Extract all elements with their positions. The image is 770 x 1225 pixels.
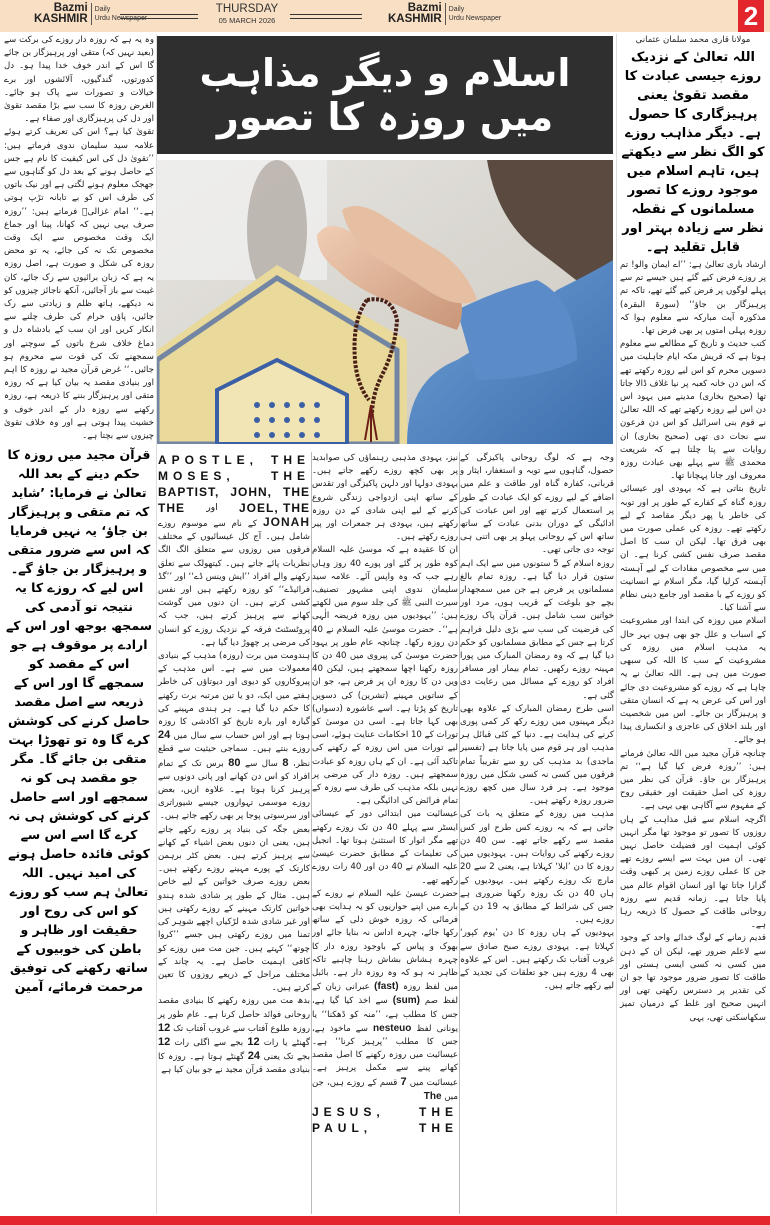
english-caps-line: MOSES, THE: [158, 469, 310, 483]
english-caps-jesus: JESUS, THE: [312, 1104, 458, 1119]
text-run: بجے تک یعنی: [263, 1052, 310, 1063]
paragraph: [158, 516, 310, 650]
number-24-days: 24: [158, 729, 171, 742]
text-run: گھنٹے یا رات: [263, 1037, 310, 1048]
column-middle-3-body: [158, 516, 310, 1078]
brand-tag-line2: Urdu Newspaper: [448, 15, 502, 22]
brand-name: [388, 3, 446, 25]
paragraph: چنانچہ قرآن مجید میں اللہ تعالیٰ فرماتے ہیں: ’’روزہ فرض کیا گیا ہے‘‘ تم پرہیزگار بن جاؤ۔ قرآن کی نظر میں روزہ کی اصل حقیقت اور خقیقی روح کے مفہوم سے آگاہی بھی یہی ہے۔: [620, 748, 766, 812]
text-run: سے اخذ کیا گیا ہے، جس کا مطلب ہے، ’’منہ کو ڈھکنا‘‘ یا یونانی لفظ: [312, 996, 458, 1034]
paragraph: اسی طرح رمضان المبارک کے علاوہ بھی دیگر مہینوں میں روزے رکھ کر کمی پوری کرنے کی ہدایت ہے۔ دنیا کے کئی قبائل ہر مذہب اور ہر قوم میں پایا جاتا ہے (تفسیر ماجدی) بد مذہب کی رو سے تقریباً تمام فرقوں میں کسی نہ کسی شکل میں روزہ موجود ہے۔ ہر فرد سال میں کچھ روزے ضرور روزہ رکھتے ہیں۔: [460, 703, 614, 807]
number-12-night: 12: [247, 1035, 260, 1048]
brand-tag-line2: Urdu Newspaper: [94, 15, 148, 22]
paragraph: اسلام میں روزہ کی ابتدا اور مشروعیت کے اسباب و علل جو بھی ہوں بہر حال یہ مذہب اسلام میں روزہ کی مشروعیت کے سب کا اللہ کی سبھی صورت میں ہی ہے۔ اللہ تعالیٰ نے یہ چاہا ہے کہ روزے کو مشروعیت دی جائے اور اس کی عرض یہ ہے کہ انسان متقی و پرہیزگار بن جائے۔ اس میں شخصیت اور بلند اخلاق کی عاجزی و انکساری پیدا ہو جائے۔: [620, 616, 766, 746]
text-run: سے ماخوذ ہے، جس کا مطلب ’’پرہیز کرنا‘‘ ہے۔ عیسائیت میں روزہ رکھنے کا اصل مقصد کھانے پینے سے مکمل پرہیز ہے۔ عیسائیت میں: [312, 1023, 459, 1088]
paragraph: وہ یہ ہے کہ روزہ دار روزے کی برکت سے (بعید نہیں کہ) متقی اور پرہیزگار بن جائے گا اس کے اندر خوف خدا پیدا ہو۔ دل کدورتوں، گندگیوں، آلائشوں اور برے خیالات و تصورات سے پاک ہو جائے۔ الغرض روزہ کا سب سے بڑا مقصد تقویٰ اور دل کی پرہیزگاری اور صفاء ہے۔: [4, 35, 154, 125]
number-seven: 7: [400, 1075, 407, 1088]
text-run: گھنٹے ہوتا ہے۔ روزہ کا بنیادی مقصد قرآن مجید نے جو بیان کیا ہے: [158, 1052, 310, 1076]
brand-tag-line1: Daily: [448, 6, 465, 13]
paragraph: ان کا عقیدہ ہے کہ موسیٰ علیہ السلام کوہ طور پر گئے اور پورے 40 روز وہاں رہے جب کہ وہ واپس آئے۔ علامہ سید سلیمان ندوی اپنی مشہور تصنیف، سیرت النبی ﷺ کی جلد سوم میں لکھتے ہیں: ’’یہودیوں میں روزہ فریضہ الٰہی ہے‘‘۔ حضرت موسیٰ علیہ السلام نے 40 دن روزہ رکھا۔ چنانچہ عام طور پر یہود حضرت موسیٰ کی پیروی میں 40 دن کا روزہ رکھنا اچھا سمجھتے ہیں، لیکن 40 ویں دن کا روزہ ان پر فرض ہے، جو ان کے ساتویں مہینے (تشرین) کی دسویں تاریخ کو پڑتا ہے۔ اسے عاشورہ (دسواں) بھی کہا جاتا ہے۔ اسی دن موسیٰ کو تورات کے 10 احکامات عنایت ہوئے، اسی لیے تورات میں اس روزہ کے رکھنے کی تاکید آئی ہے۔ ان کے ہاں روزہ کو عبادت سمجھتے ہیں۔ روزہ دار کی مرضی پر نہیں بلکہ مذہب کی طرف سے روزہ کے تمام فرائض کی ادائیگی ہے۔: [312, 545, 459, 807]
text-run: برس تک کے تمام افراد کو اس دن کھانے اور پانی دونوں سے پرہیز کرنا ہوتا ہے۔ علاوہ ازیں، بعض روزے موسمی تہواروں جیسے شیوراتری اور سرسوتی پوجا پر بھی رکھے جاتے ہیں۔: [158, 758, 310, 822]
column-middle-1-body: [460, 452, 614, 993]
page-number-badge: 2: [738, 0, 764, 32]
english-word-fast: (fast): [374, 981, 399, 993]
decorative-rule-right: [290, 14, 362, 19]
brand-tagline: [446, 5, 502, 23]
paragraph: [312, 888, 458, 1104]
issue-day: THURSDAY: [215, 3, 279, 15]
brand-name-line1: Bazmi: [407, 2, 442, 14]
column-divider: [156, 34, 157, 1214]
paragraph: کتب حدیث و تاریخ کے مطالعے سے معلوم ہوتا ہے کہ قریش مکہ ایام جاہلیت میں دسویں محرم کو اس لیے روزہ رکھتے تھے کہ اس دن خانہ کعبہ پر نیا غلاف ڈالا جاتا تھا (صحیح بخاری) مدینے میں یہود اس دن اس لیے روزہ رکھتے تھے کہ اللہ تعالیٰ نے قوم بنی اسرائیل کو اس دن فرعون سے نجات دی تھی (صحیح بخاری) ان روایات سے پتا چلتا ہے کہ شریعت محمدی ﷺ سے پہلے بھی عبادت روزہ معروف اور جانا پہچانا تھا۔: [620, 339, 766, 482]
paragraph: تاریخ بتاتی ہے کہ یہودی اور عیسائی روزہ گناہ کے کفارے کے طور پر اور توبہ کی خاطر یا پھر دیگر مقاصد کے لیے رکھتے تھے۔ روزہ کی عملی صورت میں بھی فرق تھا۔ لیکن ان سب کا اصل مقصد صرف نفس کشی کرنا ہے۔ ان میں سے مخصوص مفادات کے لیے آہستہ آہستہ کرلیا گیا، مگر اسلام نے انسانیت کو روزے کے با مقصد اور جامع دینی نظام سے آشنا کیا۔: [620, 484, 766, 614]
paragraph: ارشاد باری تعالیٰ ہے: ’’اے ایمان والو! تم پر روزے فرض کیے گئے ہیں جیسے تم سے پہلے لوگوں پر فرض کیے گئے تھے، تاکہ تم پرہیزگار بن جاؤ‘‘ (سورۃ البقرہ) مذکورہ آیت مبارکہ سے معلوم ہوا کہ روزہ پہلی امتوں پر بھی فرض تھا۔: [620, 260, 766, 337]
paragraph: عیسائیت میں ابتدائی دور کے عیسائی ایسٹر سے پہلے 40 دن تک روزے رکھتے تھے مگر اتوار کا استثنیٰ ہوتا تھا۔ انجیل کی تعلیمات کے مطابق حضرت عیسیٰ علیہ السلام نے 40 دن اور 40 رات روزے رکھے تھے۔: [312, 809, 458, 886]
english-word-the: The: [423, 1090, 442, 1102]
column-middle-2: [312, 452, 458, 1136]
paragraph: قدیم زمانے کے لوگ خدائے واحد کے وجود سے لاعلم ضرور تھے، لیکن ان کے ذہن میں کسی نہ کسی ایسی ہستی اور طاقت کا تصور ضرور موجود تھا جو ان کی تقدیر پر دسترس رکھتی تھی اور انہیں صحیح اور غلط کے درمیان تمیز سکھاسکتی تھی، یہی: [620, 933, 766, 1023]
brand-logo-right: [388, 3, 501, 25]
english-caps-paul: PAUL, THE: [312, 1120, 458, 1135]
paragraph: مذہب میں روزہ کے متعلق یہ بات کی جاتی ہے کہ یہ روزے کس طرح اور کس مقصد سے رکھے جاتے تھے۔ سن 40 دن روزے رکھنے کی روایات ہیں۔ یہودیوں میں روزہ کا دن ’ایلا‘ کہلاتا ہے، یعنی 2 سے 20 مارچ تک روزے رکھتے ہیں۔ یہودیوں کے ہاں 40 دن تک روزہ رکھنا ضروری ہے جس کی شرائط کے مطابق یہ 19 دن کے روزے ہیں۔: [460, 809, 614, 926]
brand-name-line1: Bazmi: [53, 2, 88, 14]
paragraph: اگرچہ اسلام سے قبل مذاہب کے ہاں روزوں کا تصور تو موجود تھا مگر انہیں کوئی اہمیت اور فضیلت حاصل نہیں تھی۔ ان میں بہت سے ایسے روزے تھے جن کا عملی روزے زمین پر کبھی وقت گزارا جاتا تھا اور انسان اقوام عالم میں پایا جاتا ہے۔ زمانہ قدیم سے روزہ روحانی طاقت کے حصول کا ذریعہ رہا ہے۔: [620, 814, 766, 931]
brand-name-line2: KASHMIR: [388, 13, 442, 25]
paragraph: [158, 995, 310, 1077]
number-12-hours: 12: [158, 1021, 171, 1034]
english-caps-word: JOEL, THE: [238, 501, 310, 515]
number-age-80: 80: [228, 756, 241, 769]
text-run: بدھ مت میں روزہ رکھنے کا بنیادی مقصد روحانی فوائد حاصل کرنا ہے۔ عام طور پر روزہ طلوع آفتاب سے غروب آفتاب تک: [158, 996, 310, 1034]
text-run: کے نام سے موسوم روزے شامل ہیں۔ آج کل عیسائیوں کے مختلف فرقوں میں روزوں سے متعلق الگ الگ نظریات پائے جاتے ہیں۔ کیتھولک سے تعلق رکھنے والے افراد ’’ایش وینس ڈے‘‘ اور ’’گڈ فرائیڈے‘‘ کو روزہ رکھتے ہیں اور نفس کشی کرتے ہیں۔ ان دنوں میں گوشت کھانے سے پرہیز کرتے ہیں، جب کہ پروٹسٹنٹ فرقہ کے نزدیک روزے کو انسان کی مرضی پر چھوڑ دیا گیا ہے۔: [158, 519, 310, 648]
english-caps-line: BAPTIST, JOHN, THE: [158, 485, 310, 499]
brand-tag-line1: Daily: [94, 6, 111, 13]
column-middle-3: [158, 452, 310, 1078]
number-age-8: 8: [282, 756, 289, 769]
closing-bold-text: قرآن مجید میں روزہ کا حکم دینے کے بعد اللہ تعالیٰ نے فرمایا: ’شاید کہ تم متقی و پرہیزگار بن جاؤ‘ یہ نہیں فرمایا کہ اس سے ضرور متقی و پرہیزگار بن جاؤ گے۔ اس لیے کہ روزے کا یہ نتیجہ تو آدمی کی سمجھ بوجھ اور اس کے ارادے پر موقوف ہے جو اس کے مقصد کو سمجھے گا اور اس کے ذریعہ سے اصل مقصد حاصل کرنے کی کوشش کرے گا وہ تو تھوڑا بہت متقی بن جائے گا۔ مگر جو مقصد ہی کو نہ سمجھے اور اسے حاصل کرنے کی کوشش ہی نہ کرے گا اسے اس سے کوئی فائدہ حاصل ہونے کی امید نہیں۔ اللہ تعالیٰ ہم سب کو روزے کو اس کی روح اور حقیقت اور ظاہر و باطن کی خوبیوں کے ساتھ رکھنے کی توفیق مرحمت فرمائے، آمین: [5, 447, 152, 995]
english-caps-line: [158, 500, 310, 516]
paragraph: [158, 650, 310, 824]
text-run: بجے سے اگلی رات: [174, 1037, 244, 1048]
brand-name: [34, 3, 92, 25]
column-right: [620, 34, 766, 1025]
paragraph: بعض جگہ کی بنیاد پر روزے رکھے جاتے ہیں، یعنی ان دنوں بعض اشیاء کے کھانے سے پرہیز کرتے ہیں۔ بعض کٹر برہمن کارتک کے پورے مہینے روزے رکھتے ہیں۔ بعض روزے صرف خواتین کے لیے خاص ہیں۔ مثال کے طور پر شادی شدہ ہندو خواتین کارتک مہینے کے روزے رکھتی ہیں اور غیر شادی شدہ لڑکیاں اچھے شوہر کی تمنا میں روزے رکھتی ہیں جسے ’’کروا چوتھ‘‘ کہتے ہیں۔ جین مت میں روزے کو کافی اہمیت حاصل ہے۔ یہ چاند کے مختلف مراحل کے ذریعے روزوں کا تعین کرتے ہیں۔: [158, 824, 310, 994]
column-divider: [459, 452, 460, 1214]
author-byline: مولانا قاری محمد سلمان عثمانی: [635, 35, 751, 45]
number-12-next: 12: [158, 1035, 171, 1048]
text-run: روزے بنتے ہیں۔ سماجی حیثیت سے قطع نظر،: [158, 744, 311, 769]
column-divider: [616, 34, 617, 1214]
text-run: سال سے: [245, 758, 278, 769]
column-middle-2-body: [312, 452, 458, 1104]
text-run: قسم کے روزے ہیں، جن میں: [312, 1077, 458, 1102]
english-caps-jonah: JONAH: [262, 515, 310, 529]
brand-name-line2: KASHMIR: [34, 13, 88, 25]
paragraph: نیز، یہودی مذہبی رہنماؤں کی صوابدید پر بھی کچھ روزے رکھے جاتے ہیں۔ یہودی دولہا اور دلہن پاکیزگی اور تقدس کے ساتھ اپنی ازدواجی زندگی شروع کرنے کے لیے اپنی شادی کے دن روزہ رکھتے ہیں، یہودی ہر جمعرات اور پیر روزے رکھتے ہیں۔: [312, 453, 458, 543]
issue-date: 05 MARCH 2026: [218, 16, 276, 25]
english-word-sum: (sum): [392, 995, 420, 1007]
number-24-hours: 24: [247, 1050, 261, 1063]
paragraph: وجہ ہے کہ لوگ روحانی پاکیزگی کے حصول، گناہوں سے توبہ و استغفار، ایثار و قربانی، کفارہ گناہ اور طاقت و علم میں اضافے کے لیے روزے کو ایک عبادت کے طور پر استعمال کرتے تھے اور اس عبادت کی ادائیگی کے دوران بدنی عبادت کے ساتھ ساتھ اس کے روحانی پہلو پر بھی اتنی ہی توجہ دی جاتی تھی۔: [460, 453, 614, 556]
masthead: [0, 0, 770, 32]
article-photo: [157, 160, 613, 444]
text-run: عبرانی زبان کے لفظ صم: [312, 982, 459, 1007]
paragraph: یہودیوں کے ہاں روزہ کا دن ’یوم کپور‘ کہلاتا ہے۔ یہودی روزے صبح صادق سے غروب آفتاب تک رکھتے ہیں۔ اس کے علاوہ بھی 4 روزے ہیں جو تعلقات کی تجدید کے لیے رکھے جاتے ہیں۔: [460, 928, 615, 992]
article-headline: اسلام و دیگر مذاہب میں روزہ کا تصور: [157, 36, 613, 154]
column-left: [4, 34, 154, 996]
footer-accent-bar: [0, 1216, 770, 1225]
text-run: ہندومت میں برت (روزہ) مذہب کے بنیادی معمولات میں سے ہے۔ اس مذہب کے پیروکاروں کو دیوی اور دیوتاؤں کی خاطر ہفتے میں ایک، دو یا تین مرتبہ برت رکھنے کا حکم دیا گیا ہے۔ ہر ہندی مہینے کی گیارہ اور بارہ تاریخ کو اکادشی کا روزہ ہوتا ہے اور اس حساب سے سال میں: [158, 651, 311, 742]
english-caps-line: APOSTLE, THE: [158, 453, 310, 467]
paragraph: روزہ اسلام کے 5 ستونوں میں سے ایک اہم ستون قرار دیا گیا ہے۔ روزہ تمام بالغ مسلمانوں پر فرض ہے جن میں سمجھدار بچے جو بلوغت کے قریب ہوں، مرد اور خواتین سب شامل ہیں۔ قرآن پاک روزے کی فرضیت کی سب سے بڑی دلیل فراہم کرتا ہے جس کے مطابق مسلمانوں کو حکم دیا گیا ہے کہ وہ رمضان المبارک میں پورا مہینہ روزے رکھیں۔ تمام بیمار اور مسافر افراد کو روزے کے مسائل میں رعایت دی گئی ہے۔: [460, 558, 614, 701]
date-block: [212, 3, 282, 26]
column-left-body: [4, 34, 154, 443]
english-word-nesteuo: nesteuo: [373, 1022, 412, 1034]
decorative-rule-left: [120, 14, 198, 19]
text-run: حضرت عیسیٰ علیہ السلام نے روزے کے بارے میں اپنے حواریوں کو یہ ہدایت بھی فرمائی کہ روزہ خوش دلی کے ساتھ رکھا جائے، چہرہ اداس نہ بنایا جائے اور بھوک و پیاس کے باوجود روزہ دار کا چہرہ ہشاش بشاش رہنا چاہیے تاکہ ظاہر نہ ہو کہ وہ روزہ دار ہے۔ بائبل میں لفظ روزہ: [312, 888, 459, 993]
english-caps-word: THE: [158, 501, 185, 515]
urdu-conjunction: اور: [206, 503, 218, 513]
praying-hands-photo-icon: [157, 160, 613, 444]
pull-quote: اللہ تعالیٰ کے نزدیک روزے جیسی عبادت کا مقصد تقویٰ یعنی پرہیزگاری کا حصول ہے۔ دیگر مذاہب روزے کو الگ نظر سے دیکھتے ہیں، تاہم اسلام میں موجود روزے کا تصور مسلمانوں کے نقطہ نظر سے زیادہ بہتر اور قابل تقلید ہے۔: [621, 50, 765, 255]
column-divider: [311, 452, 312, 1214]
column-right-body: [620, 259, 766, 1025]
column-middle-1: [460, 452, 614, 993]
paragraph: تقویٰ کیا ہے؟ اس کی تعریف کرتے ہوئے علامہ سید سلیمان ندوی فرماتے ہیں: ’’تقویٰ دل کی اس کیفیت کا نام ہے جس کے حاصل ہونے کے بعد دل کو گناہوں سے جھجک معلوم ہونے لگتی ہے اور نیک باتوں کی طرف اس کو بے تابانہ تڑپ ہوتی ہے۔‘‘ امام غزالیؒ فرماتے ہیں: ’’روزہ صرف یہی نہیں کہ کھانا، پینا اور جماع ایک وقت مخصوص سے ایک وقت مخصوص تک نہ کی جائے، یہ تو محض روزہ کی شکل و صورت ہے، اصل روزہ یہ ہے کہ زبان برائیوں سے رک جائے، کان غیبت سے باز آجائیں، آنکھ ناجائز چیزوں کو نہ دیکھے، ہاتھ ظلم و زیادتی سے رک جائیں، پاؤں حرام کی طرف چلنے سے انکار کریں اور ان سب کے بادشاہ دل و دماغ خلاف شرع باتوں کے سوچنے اور سمجھنے تک کی قوت سے محروم ہو جائیں۔‘‘ غرض قرآن مجید نے روزہ کا اہم اور بنیادی مقصد یہ بیان کیا ہے کہ روزہ متقی اور پرہیزگار بننے کا ذریعہ ہے، روزہ رکھنے سے روزہ دار کے اندر خوف و خشیت پیدا ہوتی ہے اور وہ خلاف تقویٰ چیزوں سے بچتا ہے۔: [4, 127, 154, 442]
